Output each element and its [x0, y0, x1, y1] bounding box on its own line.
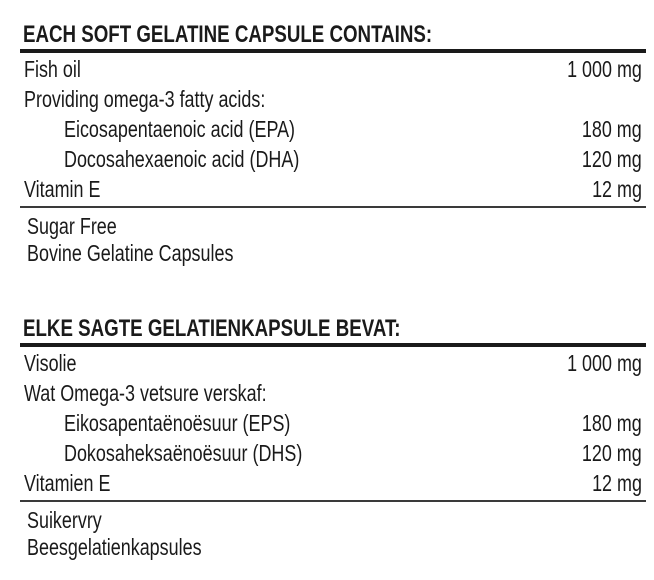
- note-line: [27, 240, 646, 267]
- note-text: Sugar Free: [27, 213, 117, 239]
- note-line: [27, 213, 646, 240]
- ingredient-name: Eicosapentaenoic acid (EPA): [64, 116, 296, 142]
- note-line: [27, 507, 646, 534]
- ingredient-name: Providing omega-3 fatty acids:: [24, 86, 266, 112]
- ingredient-row-sub: [20, 144, 646, 174]
- ingredient-amount: 1 000 mg: [567, 350, 642, 376]
- ingredient-table: [20, 53, 646, 204]
- ingredient-name: Docosahexaenoic acid (DHA): [64, 146, 300, 172]
- ingredient-row: [20, 348, 646, 378]
- note-line: [27, 534, 646, 561]
- nutrition-panel-english: [20, 22, 646, 267]
- ingredient-row: [20, 84, 646, 114]
- ingredient-name: Eikosapentaënoësuur (EPS): [64, 410, 291, 436]
- panel-heading-text: EACH SOFT GELATINE CAPSULE CONTAINS:: [23, 21, 433, 48]
- ingredient-row: [20, 378, 646, 408]
- nutrition-panel-afrikaans: [20, 316, 646, 561]
- ingredient-row-sub: [20, 408, 646, 438]
- ingredient-name: Wat Omega-3 vetsure verskaf:: [24, 380, 267, 406]
- ingredient-name: Visolie: [24, 350, 77, 376]
- ingredient-row: [20, 54, 646, 84]
- ingredient-table: [20, 347, 646, 498]
- panel-heading: [20, 22, 646, 48]
- note-text: Suikervry: [27, 507, 102, 533]
- panel-heading-text: ELKE SAGTE GELATIENKAPSULE BEVAT:: [23, 315, 401, 342]
- ingredient-amount: 12 mg: [592, 176, 642, 202]
- panel-heading: [20, 316, 646, 342]
- product-notes: [20, 502, 646, 561]
- ingredient-name: Fish oil: [24, 56, 81, 82]
- ingredient-amount: 120 mg: [582, 440, 642, 466]
- ingredient-row: [20, 174, 646, 204]
- ingredient-amount: 180 mg: [582, 410, 642, 436]
- product-notes: [20, 208, 646, 267]
- ingredient-amount: 120 mg: [582, 146, 642, 172]
- ingredient-name: Vitamien E: [24, 470, 111, 496]
- ingredient-row-sub: [20, 114, 646, 144]
- ingredient-amount: 12 mg: [592, 470, 642, 496]
- ingredient-amount: 180 mg: [582, 116, 642, 142]
- note-text: Bovine Gelatine Capsules: [27, 240, 234, 266]
- note-text: Beesgelatienkapsules: [27, 534, 202, 560]
- ingredient-row-sub: [20, 438, 646, 468]
- ingredient-name: Vitamin E: [24, 176, 101, 202]
- ingredient-row: [20, 468, 646, 498]
- ingredient-name: Dokosaheksaënoësuur (DHS): [64, 440, 303, 466]
- ingredient-amount: 1 000 mg: [567, 56, 642, 82]
